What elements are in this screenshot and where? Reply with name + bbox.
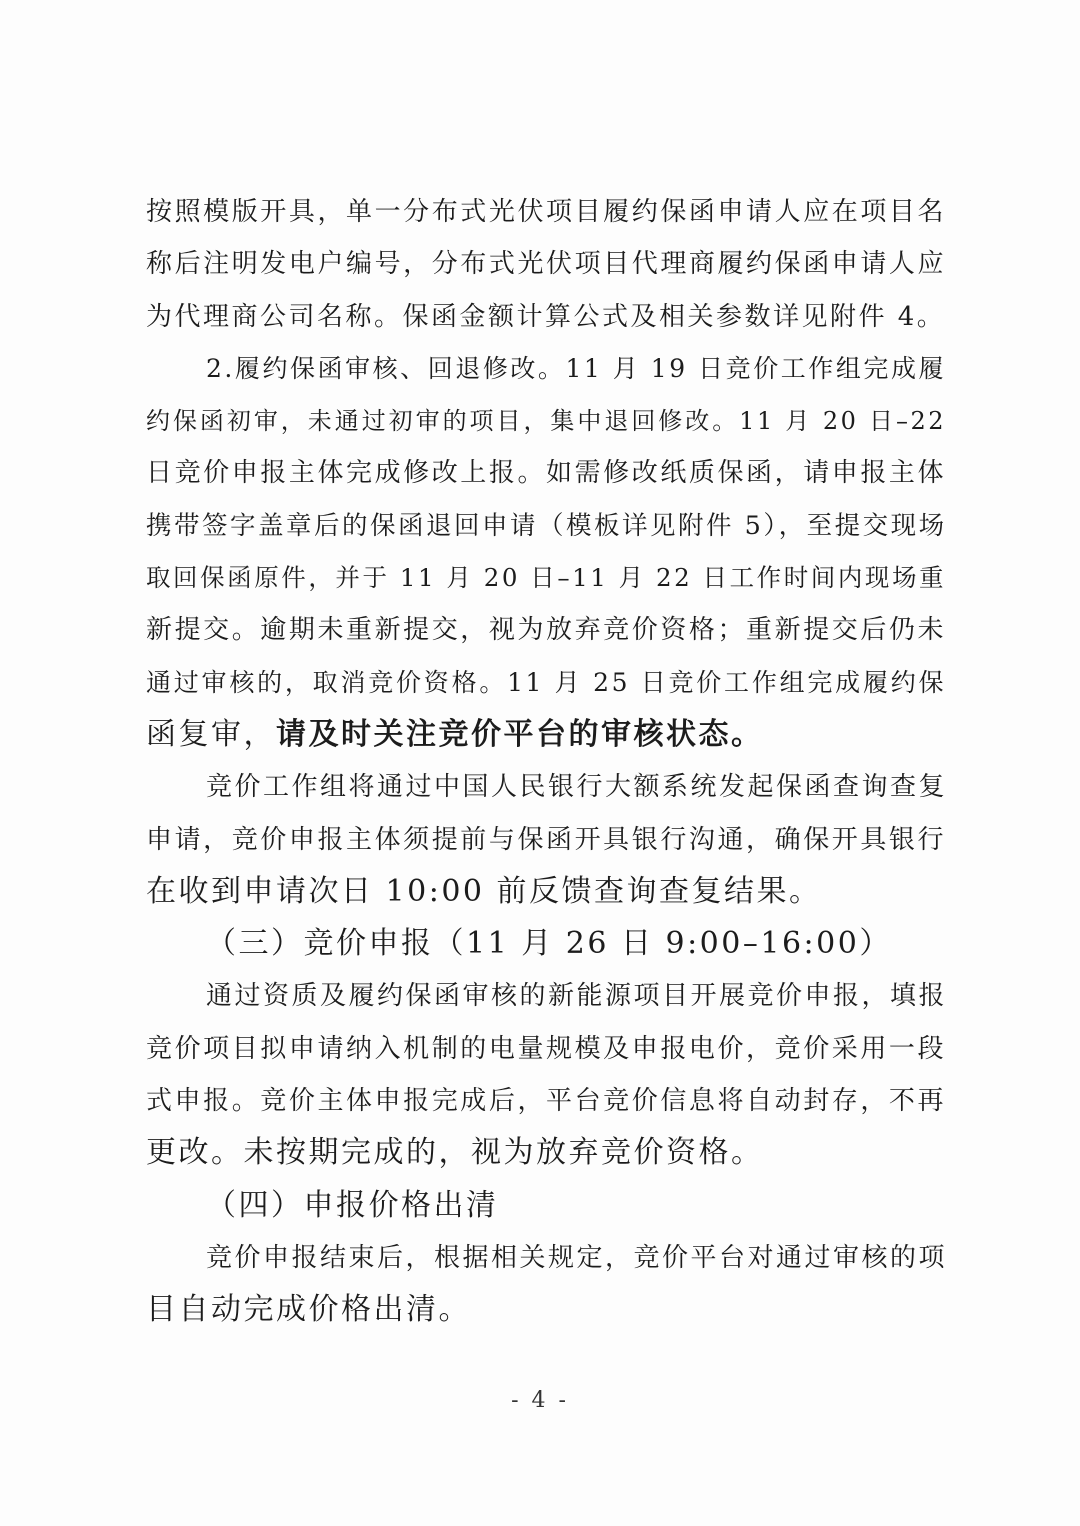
text-line: 目自动完成价格出清。 [146, 1292, 471, 1328]
text-line: 2.履约保函审核、回退修改。11 月 19 日竞价工作组完成履 [206, 353, 946, 383]
text-line: 取回保函原件，并于 11 月 20 日–11 月 22 日工作时间内现场重 [146, 563, 946, 593]
text-line: 约保函初审，未通过初审的项目，集中退回修改。11 月 20 日–22 [146, 407, 946, 436]
text-line: 通过资质及履约保函审核的新能源项目开展竞价申报，填报 [206, 981, 948, 1012]
text-line: 新提交。逾期未重新提交，视为放弃竞价资格；重新提交后仍未 [146, 615, 946, 646]
text-segment: 函复审， [146, 716, 276, 752]
text-line: 更改。未按期完成的，视为放弃竞价资格。 [146, 1135, 764, 1171]
document-body [146, 186, 946, 1337]
page-number: - 4 - [511, 1388, 569, 1413]
text-line: 竞价工作组将通过中国人民银行大额系统发起保函查询查复 [206, 772, 948, 803]
section-heading: （四）申报价格出清 [206, 1187, 499, 1223]
text-line [146, 709, 946, 761]
text-line: 竞价申报结束后，根据相关规定，竞价平台对通过审核的项 [206, 1242, 948, 1273]
text-line: 通过审核的，取消竞价资格。11 月 25 日竞价工作组完成履约保 [146, 667, 946, 697]
text-line: 竞价项目拟申请纳入机制的电量规模及申报电价，竞价采用一段 [146, 1033, 946, 1064]
text-line: 为代理商公司名称。保函金额计算公式及相关参数详见附件 4。 [146, 301, 946, 332]
bold-notice: 请及时关注竞价平台的审核状态。 [276, 716, 764, 752]
text-line: 申请，竞价申报主体须提前与保函开具银行沟通，确保开具银行 [146, 824, 946, 855]
text-line: 日竞价申报主体完成修改上报。如需修改纸质保函，请申报主体 [146, 458, 946, 489]
text-line: 称后注明发电户编号，分布式光伏项目代理商履约保函申请人应 [146, 249, 946, 280]
section-heading: （三）竞价申报（11 月 26 日 9:00–16:00） [206, 926, 892, 962]
text-line: 在收到申请次日 10:00 前反馈查询查复结果。 [146, 873, 822, 909]
text-line: 按照模版开具，单一分布式光伏项目履约保函申请人应在项目名 [146, 197, 946, 227]
text-line: 携带签字盖章后的保函退回申请（模板详见附件 5），至提交现场 [146, 510, 947, 541]
text-line: 式申报。竞价主体申报完成后，平台竞价信息将自动封存，不再 [146, 1086, 946, 1117]
